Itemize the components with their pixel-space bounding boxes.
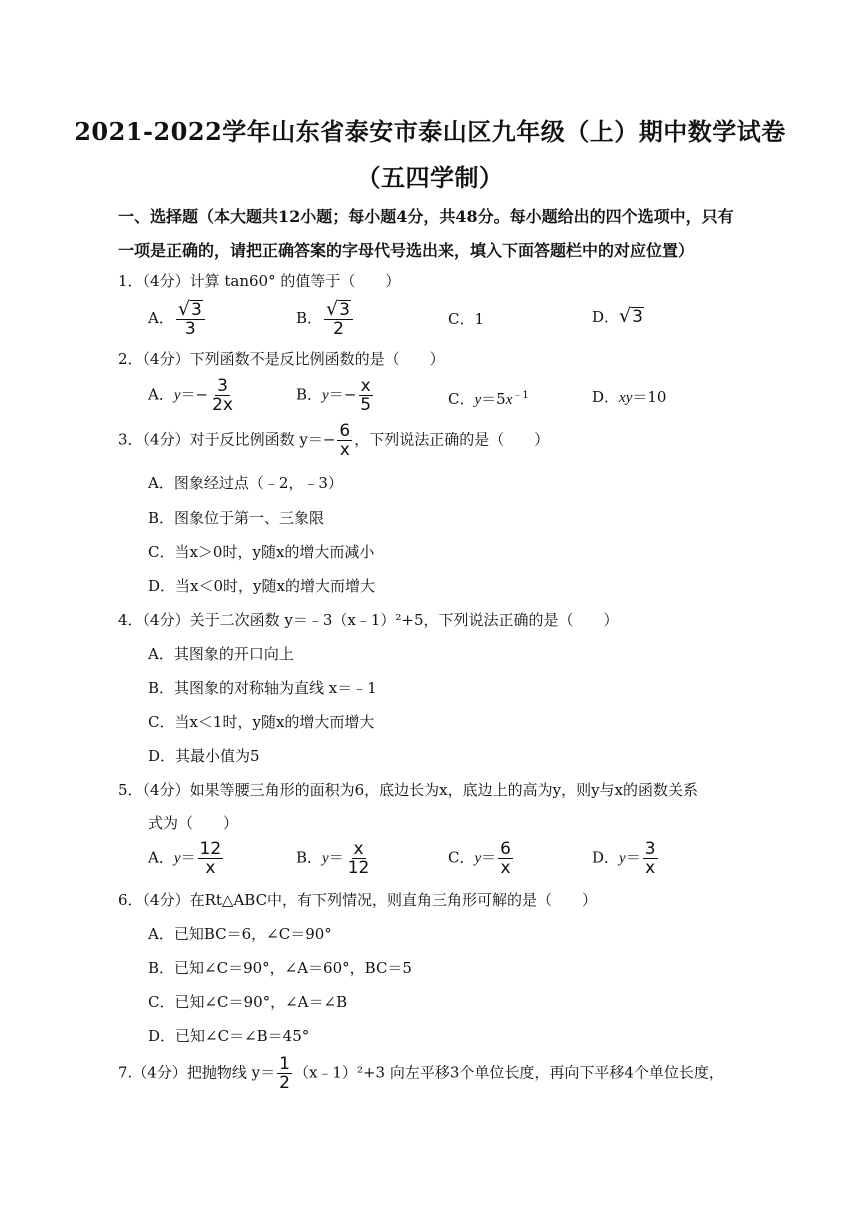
q4-option-d: D．其最小值为5 (148, 747, 260, 765)
q3-option-c: C．当x＞0时，y随x的增大而减小 (148, 543, 375, 561)
q1-stem: 1．（4分）计算 tan60° 的值等于（ ） (118, 272, 401, 290)
q6-option-d: D．已知∠C＝∠B＝45° (148, 1027, 310, 1045)
q6-option-c: C．已知∠C＝90°，∠A＝∠B (148, 993, 348, 1011)
q4-stem: 4．（4分）关于二次函数 y＝﹣3（x﹣1）²+5，下列说法正确的是（ ） (118, 611, 619, 629)
q7-stem: 7.（4分）把抛物线 y＝ $\frac{1}{2}$ （x﹣1）²+3 向左平移3个单位长度，再向下平移4个单位长度， (118, 1054, 724, 1093)
q4-option-b: B．其图象的对称轴为直线 x＝﹣1 (148, 679, 377, 697)
q5-option-c: C．y＝ $\frac{6}{x}$ (448, 839, 511, 878)
q2-option-b: B．y＝− $\frac{x}{5}$ (296, 376, 372, 415)
q5-stem-line2: 式为（ ） (148, 814, 239, 832)
q3-option-b: B．图象位于第一、三象限 (148, 509, 325, 527)
q5-option-b: B．y＝ $\frac{x}{12}$ (296, 839, 370, 878)
q3-option-d: D．当x＜0时，y随x的增大而增大 (148, 577, 375, 595)
section1-heading: 一、选择题（本大题共12小题；每小题4分，共48分。每小题给出的四个选项中，只有一项是正确的，请把正确答案的字母代号选出来，填入下面答题栏中的对应位置） (118, 207, 734, 260)
q2-stem: 2．（4分）下列函数不是反比例函数的是（ ） (118, 350, 445, 368)
exam-title-line1: 2021-2022学年山东省泰安市泰山区九年级（上）期中数学试卷 (74, 117, 786, 146)
q1-option-b: B． √ 3 2 (296, 300, 355, 338)
q5-stem-line1: 5．（4分）如果等腰三角形的面积为6，底边长为x，底边上的高为y，则y与x的函数关系 (118, 781, 699, 799)
q6-stem: 6．（4分）在Rt△ABC中，有下列情况，则直角三角形可解的是（ ） (118, 891, 598, 909)
exam-title-line2: （五四学制） (356, 163, 504, 192)
q3-option-a: A．图象经过点（﹣2，﹣3） (148, 474, 343, 492)
q3-stem: 3．（4分）对于反比例函数 y＝− $\frac{6}{x}$ ，下列说法正确的是（ ） (118, 421, 550, 460)
q2-option-a: A．y＝− $\frac{3}{2x}$ (148, 376, 233, 415)
q5-option-d: D．y＝ $\frac{3}{x}$ (592, 839, 656, 878)
q1-option-d: D． √ 3 (592, 305, 643, 327)
q2-option-c: C．$y=5x^{﹣1}$ (448, 390, 529, 408)
q4-option-c: C．当x＜1时，y随x的增大而增大 (148, 713, 375, 731)
q1-option-a: A． √ 3 3 (148, 300, 207, 338)
q6-option-a: A．已知BC＝6，∠C＝90° (148, 925, 332, 943)
q4-option-a: A．其图象的开口向上 (148, 645, 294, 663)
q5-option-a: A．y＝ $\frac{12}{x}$ (148, 839, 222, 878)
q1-option-c: C．1 (448, 310, 485, 328)
q6-option-b: B．已知∠C＝90°，∠A＝60°，BC＝5 (148, 959, 412, 977)
q2-option-d: D．xy＝10 (592, 388, 667, 406)
